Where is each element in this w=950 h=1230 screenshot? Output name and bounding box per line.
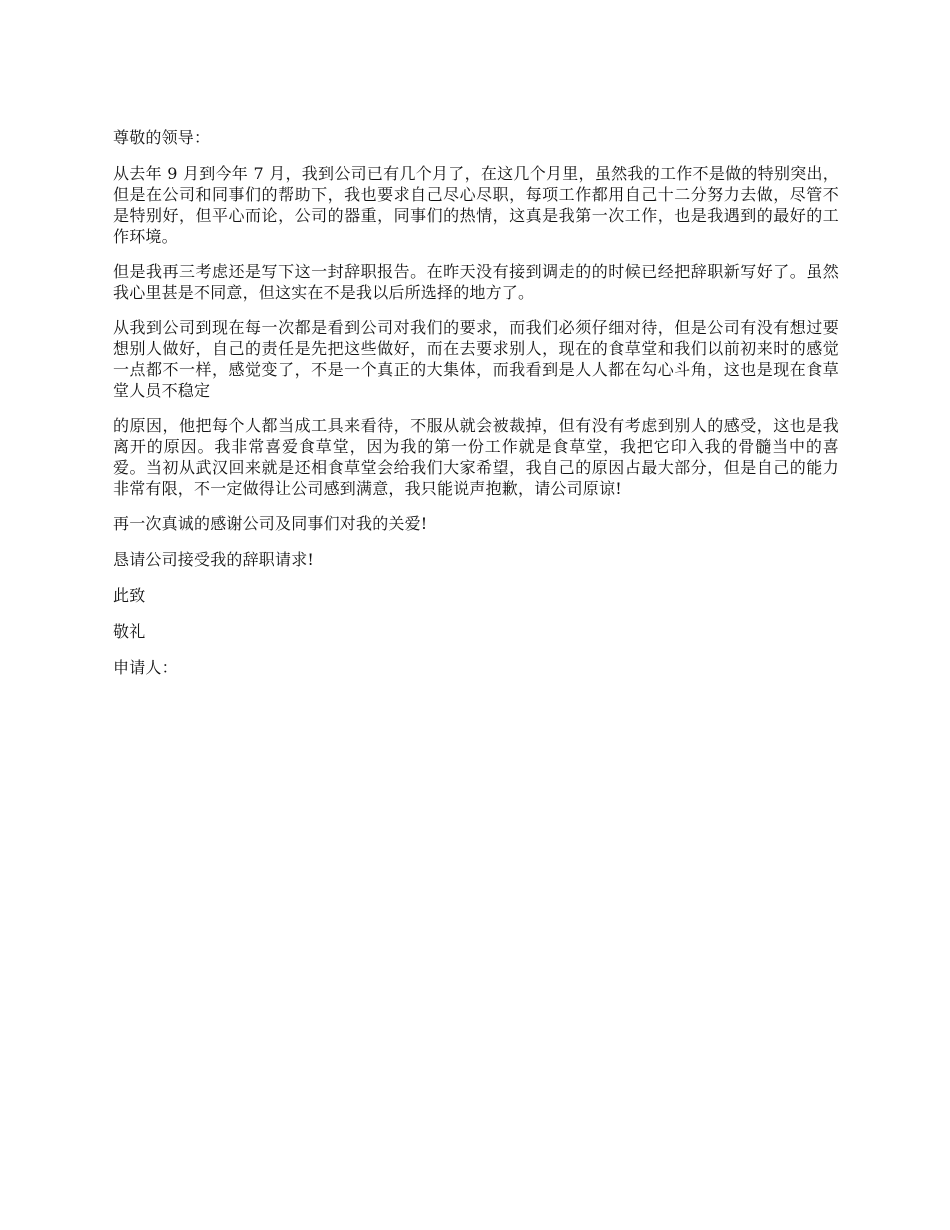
- salutation: 尊敬的领导：: [113, 128, 211, 147]
- paragraph-reasons: 从我到公司到现在每一次都是看到公司对我们的要求，而我们必须仔细对待，但是公司有没有想过要想别人做好，自己的责任是先把这些做好，而在去要求别人，现在的食草堂和我们以前初来时的感觉一点都不一样，感觉变了，不是一个真正的大集体，而我看到是人人都在勾心斗角，这也是现在食草堂人员不稳定: [113, 318, 839, 400]
- paragraph-decision: 但是我再三考虑还是写下这一封辞职报告。在昨天没有接到调走的的时候已经把辞职新写好了。虽然我心里甚是不同意，但这实在不是我以后所选择的地方了。: [113, 262, 839, 302]
- signature-label: 申请人：: [113, 658, 178, 677]
- paragraph-intro: 从去年 9 月到今年 7 月，我到公司已有几个月了，在这几个月里，虽然我的工作不是做的特别突出，但是在公司和同事们的帮助下，我也要求自己尽心尽职，每项工作都用自己十二分努力去做，尽管不是特别好，但平心而论，公司的器重，同事们的热情，这真是我第一次工作，也是我遇到的最好的工作环境。: [113, 164, 839, 246]
- closing-line-2: 敬礼: [113, 622, 146, 641]
- letter-body: [113, 127, 839, 693]
- paragraph-reasons-continued: 的原因，他把每个人都当成工具来看待，不服从就会被裁掉，但有没有考虑到别人的感受，这也是我离开的原因。我非常喜爱食草堂，因为我的第一份工作就是食草堂，我把它印入我的骨髓当中的喜爱。当初从武汉回来就是还相食草堂会给我们大家希望，我自己的原因占最大部分，但是自己的能力非常有限，不一定做得让公司感到满意，我只能说声抱歉，请公司原谅!: [113, 416, 839, 498]
- closing-line-1: 此致: [113, 586, 146, 605]
- paragraph-thanks: 再一次真诚的感谢公司及同事们对我的关爱!: [113, 514, 428, 533]
- paragraph-request: 恳请公司接受我的辞职请求!: [113, 550, 315, 569]
